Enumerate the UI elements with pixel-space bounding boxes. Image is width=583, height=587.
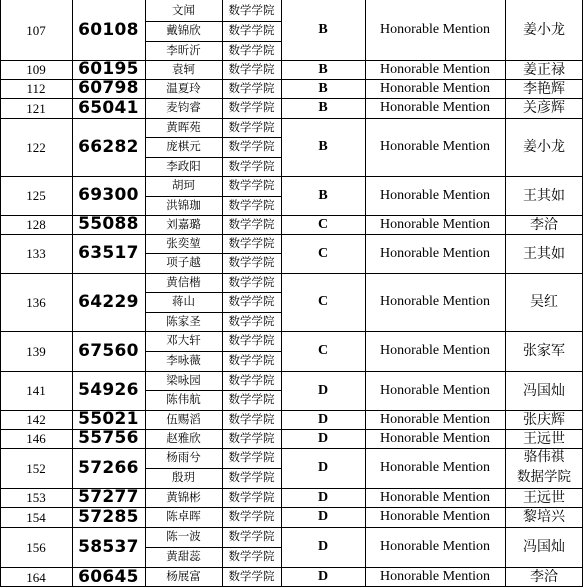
school-cell: 数学学院 <box>228 23 275 38</box>
member-name-cell: 项子越 <box>166 255 201 270</box>
grade-cell: C <box>317 216 329 232</box>
team-number-cell: 60798 <box>78 79 139 98</box>
team-number-cell: 65041 <box>78 98 139 118</box>
team-number-cell: 57277 <box>78 488 139 507</box>
member-name-cell: 李咏薇 <box>166 353 201 368</box>
school-cell: 数学学院 <box>228 313 275 328</box>
school-cell: 数学学院 <box>228 353 275 368</box>
member-name-cell: 邓大轩 <box>166 333 201 348</box>
award-cell: Honorable Mention <box>379 187 491 203</box>
rank-cell: 141 <box>26 383 46 398</box>
grade-cell: D <box>317 411 329 427</box>
advisor-cell: 姜小龙 <box>523 22 565 38</box>
school-cell: 数学学院 <box>228 274 275 289</box>
advisor-cell: 李洽 <box>530 569 558 585</box>
member-name-cell: 温夏玲 <box>166 80 201 95</box>
grade-cell: D <box>317 509 329 524</box>
member-name-cell: 陈一波 <box>166 529 201 544</box>
column-divider <box>222 0 223 587</box>
row-divider <box>145 547 281 548</box>
row-divider <box>145 157 281 158</box>
member-name-cell: 李政阳 <box>166 158 201 173</box>
row-divider <box>0 331 583 332</box>
school-cell: 数学学院 <box>228 333 275 348</box>
team-number-cell: 57285 <box>78 507 139 527</box>
rank-cell: 128 <box>26 217 46 232</box>
grade-cell: B <box>318 100 328 115</box>
row-divider <box>0 60 583 61</box>
award-cell: Honorable Mention <box>379 22 491 37</box>
row-divider <box>145 253 281 254</box>
rank-cell: 156 <box>26 539 46 555</box>
member-name-cell: 黄晖苑 <box>166 119 201 134</box>
school-cell: 数学学院 <box>228 549 275 564</box>
advisor-cell: 姜小龙 <box>523 139 565 155</box>
grade-cell: B <box>318 22 328 37</box>
school-cell: 数学学院 <box>228 470 275 485</box>
award-cell: Honorable Mention <box>379 382 491 398</box>
column-divider <box>72 0 73 587</box>
member-name-cell: 麦钧睿 <box>166 100 201 115</box>
grade-cell: D <box>317 382 329 398</box>
team-number-cell: 54926 <box>78 380 139 400</box>
school-cell: 数学学院 <box>228 61 275 76</box>
school-cell: 数学学院 <box>228 216 275 231</box>
row-divider <box>145 196 281 197</box>
column-divider <box>145 0 146 587</box>
column-divider <box>505 0 506 587</box>
rank-cell: 154 <box>26 509 46 525</box>
school-cell: 数学学院 <box>228 294 275 309</box>
award-cell: Honorable Mention <box>379 216 491 232</box>
advisor-cell: 骆伟祺 <box>523 449 565 466</box>
member-name-cell: 洪锦珈 <box>166 197 201 212</box>
member-name-cell: 陈卓晖 <box>166 509 201 524</box>
advisor-cell: 吴红 <box>530 294 558 310</box>
team-number-cell: 64229 <box>78 291 139 312</box>
member-name-cell: 杨展富 <box>166 569 201 584</box>
grade-cell: D <box>317 430 329 446</box>
row-divider <box>0 371 583 372</box>
school-cell: 数学学院 <box>228 178 275 193</box>
member-name-cell: 李昕沂 <box>166 42 201 57</box>
member-name-cell: 戴锦欣 <box>166 23 201 38</box>
school-cell: 数学学院 <box>228 197 275 212</box>
school-cell: 数学学院 <box>228 392 275 407</box>
row-divider <box>145 292 281 293</box>
grade-cell: C <box>317 343 329 358</box>
member-name-cell: 杨雨兮 <box>166 450 201 465</box>
row-divider <box>0 527 583 528</box>
row-divider <box>0 234 583 235</box>
school-cell: 数学学院 <box>228 529 275 544</box>
team-number-cell: 57266 <box>78 457 139 478</box>
member-name-cell: 伍赐滔 <box>166 411 201 426</box>
school-cell: 数学学院 <box>228 255 275 270</box>
school-cell: 数学学院 <box>228 80 275 95</box>
member-name-cell: 赵雅欣 <box>166 430 201 445</box>
school-cell: 数学学院 <box>228 450 275 465</box>
rank-cell: 122 <box>26 139 46 155</box>
member-name-cell: 陈家圣 <box>166 313 201 328</box>
rank-cell: 136 <box>26 294 46 310</box>
row-divider <box>145 41 281 42</box>
advisor-cell: 王其如 <box>523 245 565 262</box>
school-cell: 数学学院 <box>228 569 275 584</box>
row-divider <box>0 567 583 568</box>
member-name-cell: 黄信楷 <box>166 274 201 289</box>
row-divider <box>0 118 583 119</box>
award-cell: Honorable Mention <box>379 460 491 475</box>
advisor-cell: 李洽 <box>530 216 558 233</box>
rank-cell: 139 <box>26 343 46 359</box>
advisor-cell: 关彦辉 <box>523 100 565 116</box>
rank-cell: 109 <box>26 62 46 77</box>
grade-cell: C <box>317 245 329 261</box>
advisor-cell: 姜正禄 <box>523 61 565 78</box>
row-divider <box>145 390 281 391</box>
advisor-cell: 黎培兴 <box>523 509 565 525</box>
rank-cell: 112 <box>26 81 46 96</box>
member-name-cell: 张奕堃 <box>166 235 201 250</box>
grade-cell: D <box>317 569 329 584</box>
column-divider <box>0 0 1 587</box>
column-divider <box>365 0 366 587</box>
rank-cell: 142 <box>26 412 46 427</box>
rank-cell: 107 <box>26 22 46 38</box>
member-name-cell: 黄锦彬 <box>166 489 201 504</box>
team-number-cell: 60195 <box>78 60 139 79</box>
row-divider <box>0 176 583 177</box>
team-number-cell: 55756 <box>78 429 139 448</box>
team-number-cell: 67560 <box>78 340 139 361</box>
row-divider <box>0 79 583 80</box>
advisor-cell: 张家军 <box>523 343 565 359</box>
grade-cell: D <box>317 539 329 554</box>
row-divider <box>145 351 281 352</box>
rank-cell: 146 <box>26 431 46 446</box>
rank-cell: 164 <box>26 569 46 585</box>
award-cell: Honorable Mention <box>379 343 491 358</box>
row-divider <box>0 215 583 216</box>
school-cell: 数学学院 <box>228 119 275 134</box>
school-cell: 数学学院 <box>228 158 275 173</box>
column-divider <box>281 0 282 587</box>
member-name-cell: 庞棋元 <box>166 139 201 154</box>
advisor-cell: 王其如 <box>523 187 565 204</box>
award-cell: Honorable Mention <box>379 539 491 554</box>
school-cell: 数学学院 <box>228 100 275 115</box>
grade-cell: C <box>317 294 329 309</box>
school-cell: 数学学院 <box>228 2 275 17</box>
team-number-cell: 55088 <box>78 215 139 234</box>
member-name-cell: 文闻 <box>172 2 195 17</box>
school-cell: 数学学院 <box>228 489 275 504</box>
member-name-cell: 殷玥 <box>172 470 195 485</box>
award-cell: Honorable Mention <box>379 430 491 446</box>
row-divider <box>145 137 281 138</box>
grade-cell: B <box>318 61 328 77</box>
member-name-cell: 黄甜蕊 <box>166 549 201 564</box>
row-divider <box>0 273 583 274</box>
rank-cell: 153 <box>26 490 46 505</box>
grade-cell: B <box>318 187 328 203</box>
grade-cell: B <box>318 80 328 96</box>
row-divider <box>145 312 281 313</box>
school-cell: 数学学院 <box>228 372 275 387</box>
award-cell: Honorable Mention <box>379 489 491 505</box>
award-cell: Honorable Mention <box>379 294 491 309</box>
award-cell: Honorable Mention <box>379 139 491 154</box>
grade-cell: D <box>317 460 329 475</box>
school-cell: 数学学院 <box>228 411 275 426</box>
award-cell: Honorable Mention <box>379 80 491 96</box>
team-number-cell: 60108 <box>78 19 139 40</box>
member-name-cell: 陈伟航 <box>166 392 201 407</box>
row-divider <box>0 488 583 489</box>
team-number-cell: 69300 <box>78 185 139 205</box>
grade-cell: B <box>318 139 328 154</box>
award-cell: Honorable Mention <box>379 61 491 77</box>
row-divider <box>0 429 583 430</box>
rank-cell: 133 <box>26 246 46 261</box>
row-divider <box>0 507 583 508</box>
school-cell: 数学学院 <box>228 235 275 250</box>
rank-cell: 125 <box>26 188 46 203</box>
rank-cell: 121 <box>26 100 46 116</box>
grade-cell: D <box>317 489 329 505</box>
school-cell: 数学学院 <box>228 139 275 154</box>
school-cell: 数学学院 <box>228 430 275 445</box>
advisor-cell: 王远世 <box>523 489 565 506</box>
advisor-cell: 冯国灿 <box>523 539 565 555</box>
row-divider <box>0 410 583 411</box>
award-cell: Honorable Mention <box>379 411 491 427</box>
member-name-cell: 梁咏园 <box>166 372 201 387</box>
team-number-cell: 55021 <box>78 410 139 429</box>
row-divider <box>145 21 281 22</box>
team-number-cell: 63517 <box>78 243 139 263</box>
member-name-cell: 袁轲 <box>172 61 195 76</box>
row-divider <box>145 468 281 469</box>
award-cell: Honorable Mention <box>379 245 491 261</box>
advisor-cell: 冯国灿 <box>523 382 565 399</box>
advisor-cell: 张庆辉 <box>523 411 565 428</box>
row-divider <box>0 98 583 99</box>
rank-cell: 152 <box>26 460 46 476</box>
team-number-cell: 66282 <box>78 136 139 157</box>
row-divider <box>0 448 583 449</box>
member-name-cell: 胡珂 <box>172 178 195 193</box>
team-number-cell: 58537 <box>78 536 139 557</box>
award-cell: Honorable Mention <box>379 100 491 115</box>
member-name-cell: 刘嘉璐 <box>166 216 201 231</box>
award-cell: Honorable Mention <box>379 569 491 584</box>
school-cell: 数学学院 <box>228 509 275 524</box>
advisor-cell: 王远世 <box>523 430 565 447</box>
advisor-cell: 数据学院 <box>517 469 571 486</box>
team-number-cell: 60645 <box>78 567 139 587</box>
member-name-cell: 蒋山 <box>172 294 195 309</box>
award-cell: Honorable Mention <box>379 509 491 524</box>
school-cell: 数学学院 <box>228 42 275 57</box>
advisor-cell: 李艳辉 <box>523 80 565 97</box>
